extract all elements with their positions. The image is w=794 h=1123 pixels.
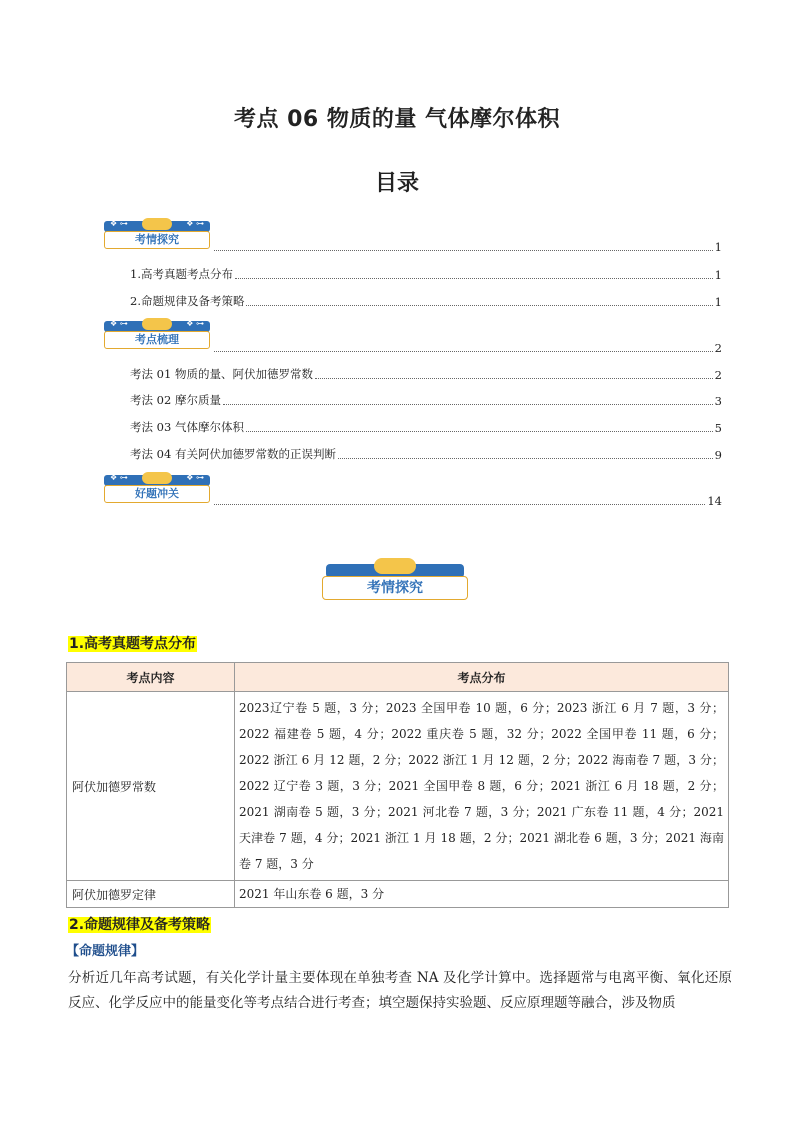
table-row bbox=[67, 692, 729, 881]
table-header: 考点分布 bbox=[235, 663, 729, 692]
toc-entry[interactable]: 1.高考真题考点分布 1 bbox=[130, 267, 722, 282]
table-header: 考点内容 bbox=[67, 663, 235, 692]
toc-entry[interactable]: 考法 03 气体摩尔体积 5 bbox=[130, 420, 722, 435]
section-heading-strategy: 2.命题规律及备考策略 bbox=[69, 917, 211, 933]
toc-badge-practice[interactable]: ❖ ⊶ ❖ ⊶ 好题冲关 bbox=[104, 475, 210, 503]
toc-heading: 目录 bbox=[374, 171, 419, 196]
toc-badge-exam-exploration[interactable]: ❖ ⊶ ❖ ⊶ 考情探究 bbox=[104, 221, 210, 249]
toc-entry[interactable]: 2 bbox=[212, 341, 722, 355]
toc-entry[interactable]: 考法 01 物质的量、阿伏加德罗常数 2 bbox=[130, 367, 722, 382]
exam-distribution-table bbox=[66, 662, 729, 908]
table-cell-dist: 2021 年山东卷 6 题，3 分 bbox=[235, 881, 729, 908]
toc-badge-key-points[interactable]: ❖ ⊶ ❖ ⊶ 考点梳理 bbox=[104, 321, 210, 349]
section-badge: 考情探究 bbox=[322, 558, 468, 600]
table-cell-topic: 阿伏加德罗定律 bbox=[67, 881, 235, 908]
table-header-row bbox=[67, 663, 729, 692]
table-cell-topic: 阿伏加德罗常数 bbox=[67, 692, 235, 881]
table-row bbox=[67, 881, 729, 908]
toc-entry[interactable]: 考法 02 摩尔质量 3 bbox=[130, 393, 722, 408]
toc-entry[interactable]: 2.命题规律及备考策略 1 bbox=[130, 294, 722, 309]
toc-entry[interactable]: 14 bbox=[212, 494, 722, 508]
table-cell-dist: 2023辽宁卷 5 题，3 分；2023 全国甲卷 10 题，6 分；2023 浙江 6 月 7 题，3 分；2022 福建卷 5 题，4 分；2022 重庆卷 5 题，32 分；2022 全国甲卷 11 题，6 分；2022 浙江 6 月 12 题，2 分；2022 浙江 1 月 12 题，2 分；2022 海南卷 7 题，3 分；2022 辽宁卷 3 题，3 分；2021 全国甲卷 8 题，6 分；2021 浙江 6 月 18 题，2 分；2021 湖南卷 5 题，3 分；2021 河北卷 7 题，3 分；2021 广东卷 11 题，4 分；2021 天津卷 7 题，4 分；2021 浙江 1 月 18 题，2 分；2021 湖北卷 6 题，3 分；2021 海南卷 7 题，3 分 bbox=[235, 692, 729, 881]
rule-label: 【命题规律】 bbox=[66, 944, 145, 959]
body-paragraph: 分析近几年高考试题，有关化学计量主要体现在单独考查 NA 及化学计算中。选择题常与电离平衡、氧化还原反应、化学反应中的能量变化等考点结合进行考查；填空题保持实验题、反应原理题等融合，涉及物质 bbox=[68, 970, 732, 1011]
toc-entry[interactable]: 1 bbox=[212, 240, 722, 254]
toc-entry[interactable]: 考法 04 有关阿伏加德罗常数的正误判断 9 bbox=[130, 447, 722, 462]
section-heading-distribution: 1.高考真题考点分布 bbox=[69, 636, 197, 652]
document-title: 考点 06 物质的量 气体摩尔体积 bbox=[233, 107, 561, 132]
